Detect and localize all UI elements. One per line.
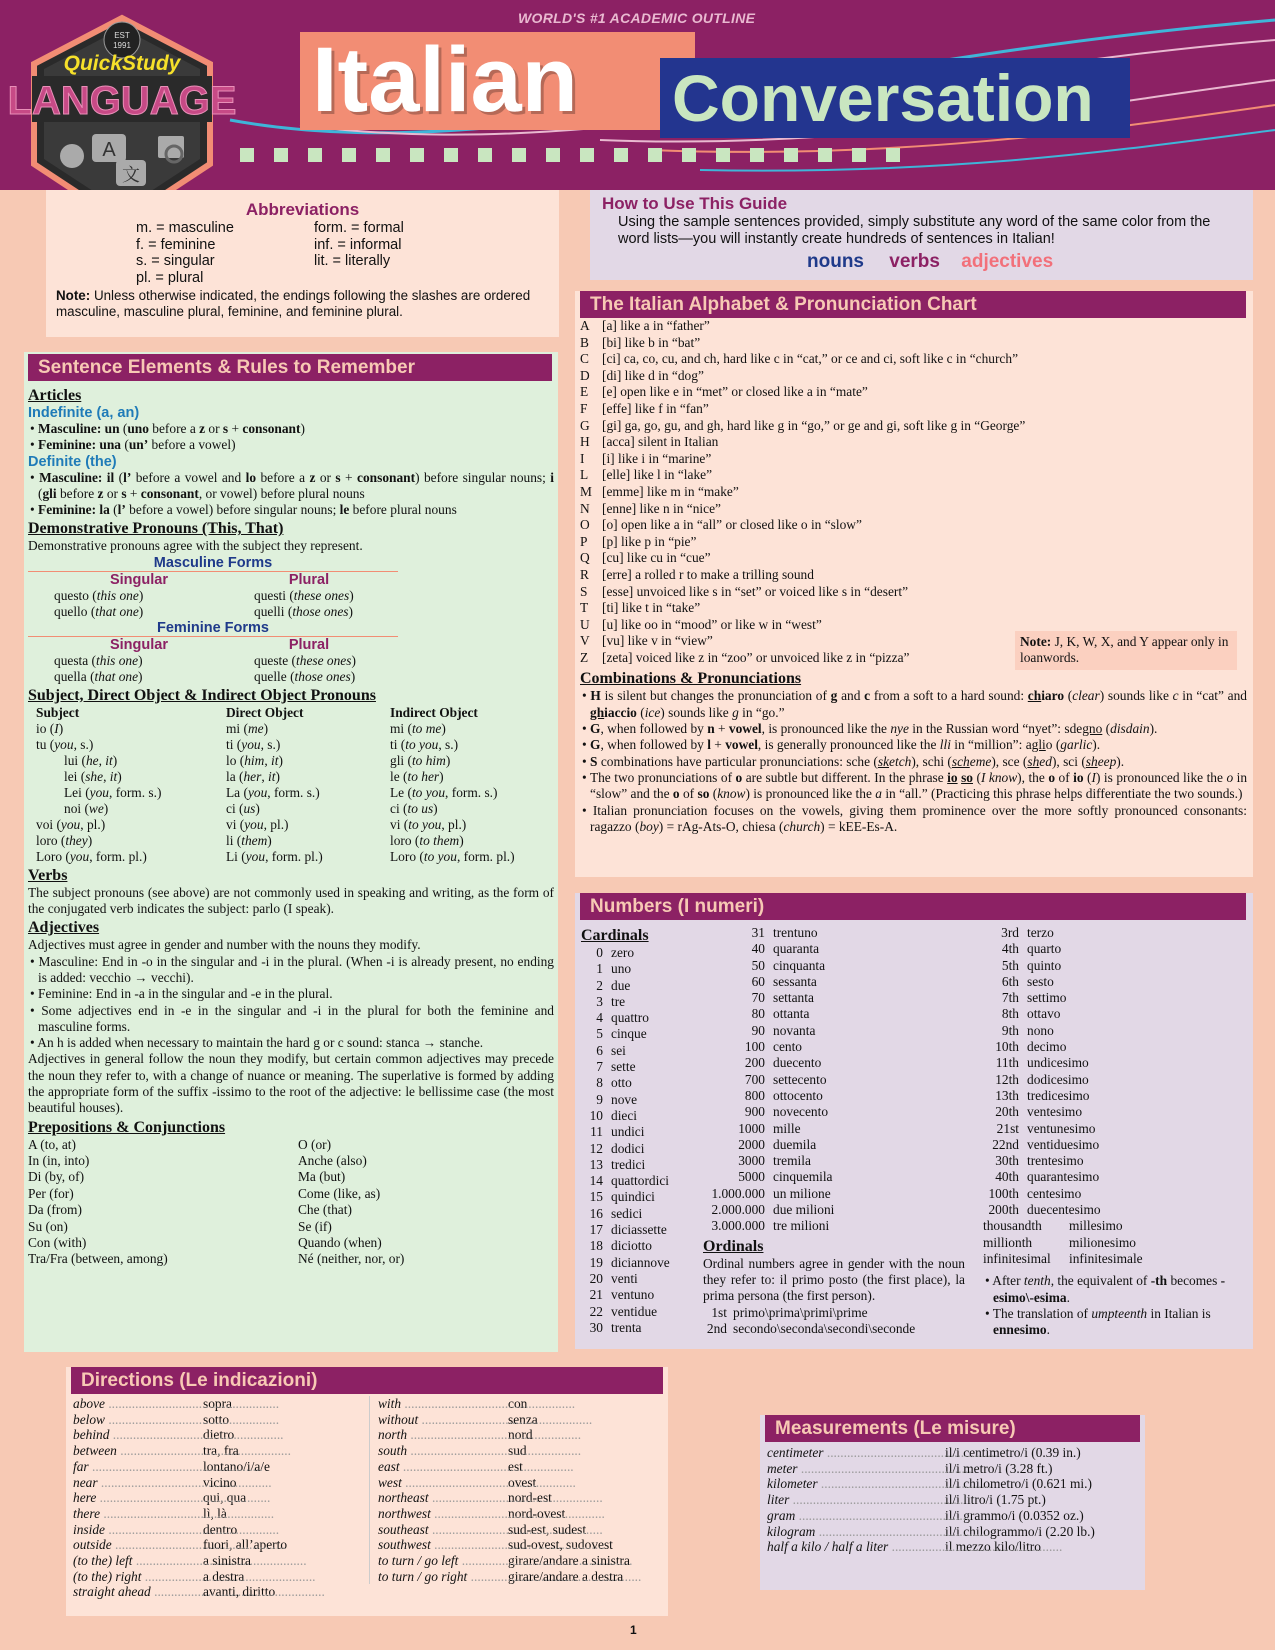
direction-row: between ..... tra, fra <box>73 1443 353 1459</box>
direction-row: below ..... sotto <box>73 1412 353 1428</box>
number-row: 200 duecento <box>744 1055 822 1071</box>
directions-title: Directions (Le indicazioni) <box>71 1367 663 1394</box>
number-row: 90 novanta <box>751 1022 816 1038</box>
number-row: 11 undici <box>590 1124 645 1140</box>
alphabet-row: E [e] open like e in “met” or closed like a in “mate” <box>580 384 868 400</box>
number-row: 3.000.000 tre milioni <box>711 1218 830 1234</box>
cardinals-col-2 <box>703 925 968 1337</box>
direction-row: southwest ..... sud-ovest, sudovest <box>378 1537 661 1553</box>
number-row: 20th ventesimo <box>995 1104 1083 1120</box>
prepositions-list <box>28 1137 554 1268</box>
alphabet-row: P [p] like p in “pie” <box>580 533 697 549</box>
direction-row: outside ..... fuori, all’aperto <box>73 1537 353 1553</box>
number-row: 4th quarto <box>1001 941 1062 957</box>
direction-row: far ..... lontano/i/a/e <box>73 1459 353 1475</box>
direction-row: meter ..... il/i metro/i (3.28 ft.) <box>767 1461 1138 1477</box>
alphabet-row: R [erre] a rolled r to make a trilling sound <box>580 566 814 582</box>
alphabet-row: Q [cu] like cu in “cue” <box>580 550 711 566</box>
number-row: 1 uno <box>596 961 632 977</box>
how-to-text: Using the sample sentences provided, simply substitute any word of the same color from the word lists—you will instantly create hundreds of sentences in Italian! <box>618 214 1211 247</box>
number-row: 3000 tremila <box>738 1153 811 1169</box>
alphabet-chart <box>580 318 1247 666</box>
title-italian: Italian <box>300 32 695 130</box>
directions-col-1 <box>73 1396 353 1600</box>
directions-panel <box>66 1367 668 1616</box>
combinations-list: • H is silent but changes the pronunciation of g and c from a soft to a hard sound: chiaro (clear) sounds like c in “cat” and ghiaccio (ice) sounds like g in “go.” • G, when followed by n + vowel, is pronounced like the nye in the Russian word “nyet”: sdegno (disdain). • G, when followed by l + vowel, is generally pronounced like the lli in “million”: aglio (garlic). • S combinations have particular pronunciations: sche (sketch), schi (scheme), sce (shed), sci (sheep). • The two pronunciations of o are subtle but different. In the phrase io so (I know), the o of io (I) is pronounced like the o in “slow” and the o of so (know) is pronounced like the a in “all.” (Practicing this phrase helps differentiate the two sounds.) • Italian pronunciation focuses on the vowels, giving them prominence over the more softly pronounced consonants: ragazzo (boy) = rAg-Ats-O, chiesa (church) = kEE-Es-A. <box>580 688 1247 835</box>
demonstrative-heading: Demonstrative Pronouns (This, That) <box>28 520 284 538</box>
number-row: 100th centesimo <box>988 1185 1082 1201</box>
number-row: thousandth millesimo <box>983 1218 1123 1234</box>
adjectives-list: • Masculine: End in -o in the singular and -i in the plural. (When -i is already present, no ending is added: vecchio → vecchi). • Feminine: End in -a in the singular and -e in the plural. • Some adjectives end in -e in the singular and -i in the plural for both the feminine and masculine forms. • An h is added when necessary to maintain the hard g or c sound: stanca → stanche. <box>28 954 554 1052</box>
loanwords-note: Note: J, K, W, X, and Y appear only in loanwords. <box>1015 631 1237 670</box>
alphabet-panel <box>575 291 1253 877</box>
legend-adjectives: adjectives <box>961 251 1054 272</box>
number-row: 31 trentuno <box>751 925 818 940</box>
number-row: 10th decimo <box>995 1039 1067 1055</box>
alphabet-row: F [effe] like f in “fan” <box>580 400 709 416</box>
direction-row: south ..... sud <box>378 1443 661 1459</box>
number-row: 8th ottavo <box>1001 1006 1061 1022</box>
number-row: 8 otto <box>596 1075 632 1091</box>
legend-verbs: verbs <box>889 251 940 272</box>
direction-row: to turn / go right ..... girare/andare a destra <box>378 1569 661 1585</box>
number-row: 15 quindici <box>589 1189 655 1205</box>
number-row: 3rd terzo <box>1001 925 1054 940</box>
abbreviations-list: m. = masculine f. = feminine s. = singular pl. = plural form. = formal inf. = informal lit. = literally <box>136 220 404 286</box>
number-row: 40 quaranta <box>751 941 820 957</box>
direction-row: there ..... lì, là <box>73 1506 353 1522</box>
direction-row: (to the) right ..... a destra <box>73 1569 353 1585</box>
alphabet-row: D [di] like d in “dog” <box>580 367 704 383</box>
alphabet-row: M [emme] like m in “make” <box>580 483 739 499</box>
number-row: 21st ventunesimo <box>996 1120 1096 1136</box>
alphabet-row: T [ti] like t in “take” <box>580 600 701 616</box>
number-row: 20 venti <box>589 1270 638 1286</box>
prepositions-heading: Prepositions & Conjunctions <box>28 1118 226 1136</box>
number-row: 70 settanta <box>751 990 814 1006</box>
numbers-title: Numbers (I numeri) <box>580 893 1246 920</box>
number-row: 1000 mille <box>738 1120 801 1136</box>
sentence-elements-title: Sentence Elements & Rules to Remember <box>28 354 552 381</box>
how-to-title: How to Use This Guide <box>602 194 788 213</box>
abbreviations-panel <box>46 190 559 337</box>
alphabet-row: U [u] like oo in “mood” or like w in “west” <box>580 616 822 632</box>
direction-row: half a kilo / half a liter ..... il mezzo kilo/litro <box>767 1539 1138 1555</box>
alphabet-row: N [enne] like n in “nice” <box>580 500 721 516</box>
verbs-heading: Verbs <box>28 866 68 884</box>
measurements-title: Measurements (Le misure) <box>765 1415 1140 1442</box>
ordinal-row: 1st primo\prima\primi\prime <box>711 1304 868 1320</box>
direction-row: near ..... vicino <box>73 1475 353 1491</box>
direction-row: east ..... est <box>378 1459 661 1475</box>
masculine-forms-table: Singular Plural questo (this one) questi (these ones) quello (that one) quelli (those ones) <box>54 571 354 619</box>
number-row: 6th sesto <box>1001 973 1054 989</box>
number-row: 13 tredici <box>589 1156 646 1172</box>
number-row: 4 quattro <box>596 1010 649 1026</box>
ordinals-notes: • After tenth, the equivalent of -th becomes -esimo\-esima. • The translation of umpteenth in Italian is ennesimo. <box>983 1273 1245 1338</box>
pronouns-table: Subject Direct Object Indirect Object io (I) mi (me) mi (to me) tu (you, s.) ti (you, s.) ti (to you, s.) lui (he, it) lo (him, it) gli (to him) lei (she, it) la (her, it) le (to her) Lei (you, form. s.) La (you, form. s.) Le (to you, form. s.) noi (we) ci (us) ci (to us) voi (you, pl.) vi (you, pl.) vi (to you, pl.) loro (they) li (them) loro (to them) Loro (you, form. pl.) Li (you, form. pl.) Loro (to you, form. pl.) <box>36 704 515 864</box>
alphabet-row: O [o] open like a in “all” or closed like o in “slow” <box>580 517 862 533</box>
alphabet-row: H [acca] silent in Italian <box>580 434 719 450</box>
number-row: 13th tredicesimo <box>995 1087 1090 1103</box>
sentence-elements-panel <box>24 352 558 1352</box>
indefinite-heading: Indefinite (a, an) <box>28 405 140 421</box>
verbs-text: The subject pronouns (see above) are not commonly used in speaking and writing, as the form of the conjugated verb indicates the subject: parlo (I speak). <box>28 884 554 917</box>
number-row: 6 sei <box>596 1042 626 1058</box>
number-row: 5 cinque <box>596 1026 647 1042</box>
abbreviations-note: Note: Unless otherwise indicated, the endings following the slashes are ordered masculine, masculine plural, feminine, and feminine plural. <box>56 288 531 319</box>
cardinals-heading: Cardinals <box>581 927 649 944</box>
number-row: 0 zero <box>596 945 635 960</box>
ordinals-heading: Ordinals <box>703 1237 764 1255</box>
number-row: 80 ottanta <box>751 1006 810 1022</box>
numbers-panel <box>575 893 1253 1349</box>
number-row: 5th quinto <box>1001 957 1062 973</box>
direction-row: northeast ..... nord-est <box>378 1490 661 1506</box>
alphabet-row: C [ci] ca, co, cu, and ch, hard like c in “cat,” or ce and ci, soft like c in “church” <box>580 351 1019 367</box>
alphabet-row: L [elle] like l in “lake” <box>580 467 713 483</box>
cardinals-col-1 <box>581 927 701 1336</box>
abbreviations-title: Abbreviations <box>245 200 360 219</box>
number-row: 30th trentesimo <box>995 1153 1084 1169</box>
direction-row: gram ..... il/i grammo/i (0.0352 oz.) <box>767 1508 1138 1524</box>
definite-heading: Definite (the) <box>28 453 117 470</box>
masculine-forms-heading: Masculine Forms <box>28 555 398 572</box>
measurements-panel <box>760 1415 1145 1590</box>
svg-text:1991: 1991 <box>113 41 131 50</box>
adjectives-heading: Adjectives <box>28 919 100 937</box>
ordinals-text: Ordinal numbers agree in gender with the noun they refer to: il primo posto (the first place), la prima persona (the first person). <box>703 1255 965 1304</box>
direction-row: above ..... sopra <box>73 1396 353 1412</box>
measurements-table <box>765 1442 1140 1558</box>
number-row: 5000 cinquemila <box>738 1169 833 1185</box>
alphabet-row: Z [zeta] voiced like z in “zoo” or unvoiced like z in “pizza” <box>580 649 910 665</box>
direction-row: centimeter ..... il/i centimetro/i (0.39 in.) <box>767 1445 1138 1461</box>
number-row: 9 nove <box>596 1091 638 1107</box>
alphabet-row: V [vu] like v in “view” <box>580 633 713 649</box>
decorative-squares <box>240 148 900 162</box>
number-row: 2000 duemila <box>738 1136 817 1152</box>
alphabet-row: G [gi] ga, go, gu, and gh, hard like g in “go,” or ge and gi, soft like g in “George” <box>580 417 1026 433</box>
demonstrative-text: Demonstrative pronouns agree with the subject they represent. <box>28 538 363 554</box>
number-row: millionth milionesimo <box>983 1234 1136 1250</box>
number-row: 10 dieci <box>589 1107 638 1123</box>
alphabet-row: S [esse] unvoiced like s in “set” or voiced like s in “desert” <box>580 583 909 599</box>
feminine-forms-table: Singular Plural questa (this one) queste (these ones) quella (that one) quelle (those ones) <box>54 636 356 684</box>
number-row: 1.000.000 un milione <box>711 1185 831 1201</box>
number-row: 12 dodici <box>589 1140 645 1156</box>
number-row: 40th quarantesimo <box>995 1169 1100 1185</box>
alphabet-row: B [bi] like b in “bat” <box>580 334 701 350</box>
alphabet-title: The Italian Alphabet & Pronunciation Chart <box>580 291 1246 318</box>
articles-heading: Articles <box>28 387 82 404</box>
number-row: 100 cento <box>744 1039 802 1055</box>
direction-row: straight ahead ..... avanti, diritto <box>73 1584 353 1600</box>
adjectives-text: Adjectives must agree in gender and number with the nouns they modify. <box>28 937 421 953</box>
number-row: 17 diciassette <box>589 1222 667 1238</box>
number-row: 19 diciannove <box>589 1254 670 1270</box>
number-row: 50 cinquanta <box>751 957 826 973</box>
direction-row: southeast ..... sud-est, sudest <box>378 1522 661 1538</box>
number-row: 18 diciotto <box>589 1238 652 1254</box>
number-row: 2.000.000 due milioni <box>711 1202 835 1218</box>
legend-nouns: nouns <box>807 251 864 272</box>
direction-row: here ..... qui, qua <box>73 1490 353 1506</box>
number-row: infinitesimal infinitesimale <box>983 1250 1143 1266</box>
tagline: WORLD'S #1 ACADEMIC OUTLINE <box>518 10 756 26</box>
direction-row: kilometer ..... il/i chilometro/i (0.621 mi.) <box>767 1476 1138 1492</box>
number-row: 11th undicesimo <box>995 1055 1089 1071</box>
pronouns-heading: Subject, Direct Object & Indirect Object Pronouns <box>28 686 376 704</box>
svg-text:A: A <box>102 139 116 161</box>
color-legend <box>602 251 1241 273</box>
direction-row: (to the) left ..... a sinistra <box>73 1553 353 1569</box>
alphabet-row: I [i] like i in “marine” <box>580 450 712 466</box>
number-row: 16 sedici <box>589 1205 643 1221</box>
number-row: 700 settecento <box>744 1071 827 1087</box>
conjunctions-col: O (or) Anche (also) Ma (but) Come (like, as) Che (that) Se (if) Quando (when) Né (neither, nor, or) <box>298 1136 405 1267</box>
svg-text:文: 文 <box>122 165 140 186</box>
number-row: 7th settimo <box>1001 990 1067 1006</box>
number-row: 9th nono <box>1001 1022 1054 1038</box>
number-row: 22nd ventiduesimo <box>992 1136 1100 1152</box>
ordinals-col <box>983 925 1245 1338</box>
how-to-panel <box>590 190 1253 280</box>
direction-row: with ..... con <box>378 1396 661 1412</box>
adjectives-text-2: Adjectives in general follow the noun they modify, but certain common adjectives may precede the noun they refer to, with a change of nuance or meaning. The superlative is formed by adding the appropriate form of the suffix -issimo to the root of the adjective: le bellissime case (the most beautiful houses). <box>28 1051 554 1116</box>
definite-list: • Masculine: il (l’ before a vowel and lo before a z or s + consonant) before singular nouns; i (gli before z or s + consonant, or vowel) before plural nouns • Feminine: la (l’ before a vowel) before singular nouns; le before plural nouns <box>28 470 554 519</box>
svg-text:LANGUAGE: LANGUAGE <box>7 79 237 123</box>
directions-col-2 <box>369 1396 661 1584</box>
direction-row: northwest ..... nord-ovest <box>378 1506 661 1522</box>
direction-row: west ..... ovest <box>378 1475 661 1491</box>
number-row: 800 ottocento <box>744 1087 823 1103</box>
direction-row: kilogram ..... il/i chilogrammo/i (2.20 lb.) <box>767 1524 1138 1540</box>
direction-row: behind ..... dietro <box>73 1427 353 1443</box>
direction-row: liter ..... il/i litro/i (1.75 pt.) <box>767 1492 1138 1508</box>
direction-row: without ..... senza <box>378 1412 661 1428</box>
number-row: 200th duecentesimo <box>988 1202 1101 1218</box>
svg-text:QuickStudy: QuickStudy <box>63 52 181 75</box>
feminine-forms-heading: Feminine Forms <box>28 620 398 637</box>
indefinite-list: • Masculine: un (uno before a z or s + consonant) • Feminine: una (un’ before a vowel) <box>28 421 554 454</box>
number-row: 22 ventidue <box>589 1303 658 1319</box>
number-row: 30 trenta <box>589 1319 642 1335</box>
number-row: 7 sette <box>596 1059 636 1075</box>
number-row: 12th dodicesimo <box>995 1071 1089 1087</box>
page-number: 1 <box>630 1623 637 1637</box>
svg-text:EST: EST <box>114 31 130 40</box>
number-row: 3 tre <box>596 993 626 1009</box>
direction-row: inside ..... dentro <box>73 1522 353 1538</box>
direction-row: north ..... nord <box>378 1427 661 1443</box>
number-row: 900 novecento <box>744 1104 829 1120</box>
number-row: 21 ventuno <box>589 1287 655 1303</box>
alphabet-row: A [a] like a in “father” <box>580 318 710 333</box>
combinations-heading: Combinations & Pronunciations <box>580 670 802 688</box>
prepositions-col: A (to, at) In (in, into) Di (by, of) Per (for) Da (from) Su (on) Con (with) Tra/Fra (between, among) <box>28 1136 168 1267</box>
number-row: 14 quattordici <box>589 1173 670 1189</box>
direction-row: to turn / go left ..... girare/andare a sinistra <box>378 1553 661 1569</box>
ordinal-row: 2nd secondo\seconda\secondi\seconde <box>706 1320 916 1336</box>
title-conversation: Conversation <box>660 58 1130 138</box>
number-row: 60 sessanta <box>751 973 817 989</box>
number-row: 2 due <box>596 977 631 993</box>
